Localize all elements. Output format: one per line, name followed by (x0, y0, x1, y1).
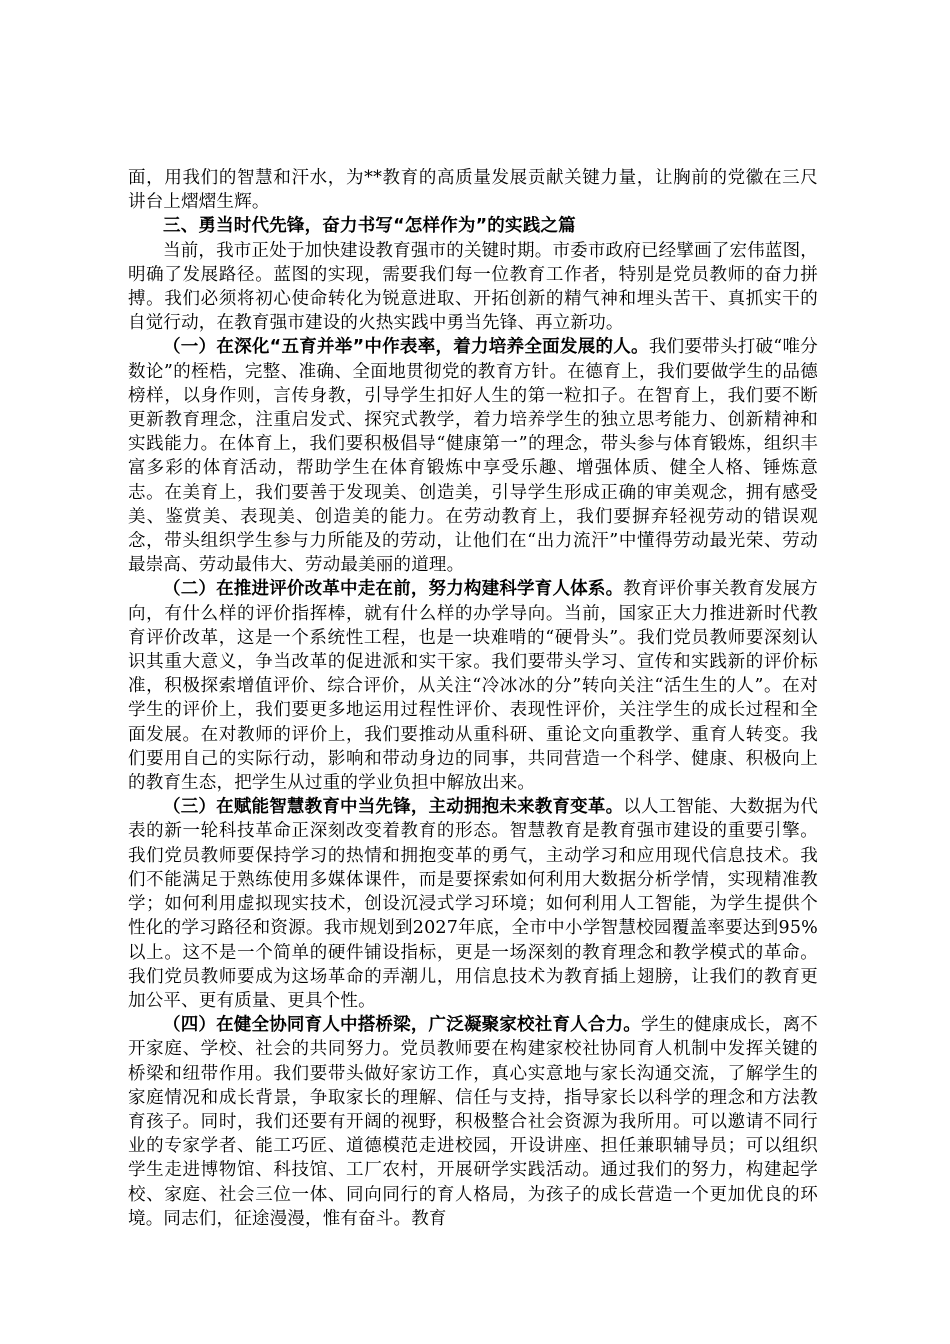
item-lead-1: （一）在深化“五育并举”中作表率，着力培养全面发展的人。 (163, 337, 649, 358)
item-lead-4: （四）在健全协同育人中搭桥梁，广泛凝聚家校社育人合力。 (163, 1015, 641, 1036)
item-body-4: 学生的健康成长，离不开家庭、学校、社会的共同努力。党员教师要在构建家校社协同育人机制中发挥关键的桥梁和纽带作用。我们要带头做好家访工作，真心实意地与家长沟通交流，了解学生的家庭情况和成长背景，争取家长的理解、信任与支持，指导家长以科学的理念和方法教育孩子。同时，我们还要有开阔的视野，积极整合社会资源为我所用。可以邀请不同行业的专家学者、能工巧匠、道德模范走进校园，开设讲座、担任兼职辅导员；可以组织学生走进博物馆、科技馆、工厂农村，开展研学实践活动。通过我们的努力，构建起学校、家庭、社会三位一体、同向同行的育人格局，为孩子的成长营造一个更加优良的环境。同志们，征途漫漫，惟有奋斗。教育 (128, 1015, 818, 1229)
item-lead-2: （二）在推进评价改革中走在前，努力构建科学育人体系。 (163, 579, 624, 600)
item-paragraph-2 (128, 577, 818, 795)
item-body-2: 教育评价事关教育发展方向，有什么样的评价指挥棒，就有什么样的办学导向。当前，国家正大力推进新时代教育评价改革，这是一个系统性工程，也是一块难啃的“硬骨头”。我们党员教师要深刻认识其重大意义，争当改革的促进派和实干家。我们要带头学习、宣传和实践新的评价标准，积极探索增值评价、综合评价，从关注“冷冰冰的分”转向关注“活生生的人”。在对学生的评价上，我们要更多地运用过程性评价、表现性评价，关注学生的成长过程和全面发展。在对教师的评价上，我们要推动从重科研、重论文向重教学、重育人转变。我们要用自己的实际行动，影响和带动身边的同事，共同营造一个科学、健康、积极向上的教育生态，把学生从过重的学业负担中解放出来。 (128, 579, 818, 794)
item-body-3: 以人工智能、大数据为代表的新一轮科技革命正深刻改变着教育的形态。智慧教育是教育强市建设的重要引擎。我们党员教师要保持学习的热情和拥抱变革的勇气，主动学习和应用现代信息技术。我们不能满足于熟练使用多媒体课件，而是要探索如何利用大数据分析学情，实现精准教学；如何利用虚拟现实技术，创设沉浸式学习环境；如何利用人工智能，为学生提供个性化的学习路径和资源。我市规划到2027年底，全市中小学智慧校园覆盖率要达到95%以上。这不是一个简单的硬件铺设指标，更是一场深刻的教育理念和教学模式的革命。我们党员教师要成为这场革命的弄潮儿，用信息技术为教育插上翅膀，让我们的教育更加公平、更有质量、更具个性。 (128, 797, 818, 1011)
item-paragraph-1 (128, 335, 818, 577)
item-body-1: 我们要带头打破“唯分数论”的桎梏，完整、准确、全面地贯彻党的教育方针。在德育上，我们要做学生的品德榜样，以身作则，言传身教，引导学生扣好人生的第一粒扣子。在智育上，我们要不断更新教育理念，注重启发式、探究式教学，着力培养学生的独立思考能力、创新精神和实践能力。在体育上，我们要积极倡导“健康第一”的理念，带头参与体育锻炼，组织丰富多彩的体育活动，帮助学生在体育锻炼中享受乐趣、增强体质、健全人格、锤炼意志。在美育上，我们要善于发现美、创造美，引导学生形成正确的审美观念，拥有感受美、鉴赏美、表现美、创造美的能力。在劳动教育上，我们要摒弃轻视劳动的错误观念，带头组织学生参与力所能及的劳动，让他们在“出力流汗”中懂得劳动最光荣、劳动最崇高、劳动最伟大、劳动最美丽的道理。 (128, 337, 818, 576)
section-intro-paragraph: 当前，我市正处于加快建设教育强市的关键时期。市委市政府已经擘画了宏伟蓝图，明确了发展路径。蓝图的实现，需要我们每一位教育工作者，特别是党员教师的奋力拼搏。我们必须将初心使命转化为锐意进取、开拓创新的精气神和埋头苦干、真抓实干的自觉行动，在教育强市建设的火热实践中勇当先锋、再立新功。 (128, 240, 818, 334)
item-lead-3: （三）在赋能智慧教育中当先锋，主动拥抱未来教育变革。 (163, 797, 624, 818)
section-heading: 三、勇当时代先锋，奋力书写“怎样作为”的实践之篇 (163, 216, 576, 237)
item-paragraph-3 (128, 795, 818, 1013)
document-page (128, 166, 818, 1231)
item-paragraph-4 (128, 1013, 818, 1231)
intro-tail-paragraph: 面，用我们的智慧和汗水，为**教育的高质量发展贡献关键力量，让胸前的党徽在三尺讲台上熠熠生辉。 (128, 168, 818, 213)
